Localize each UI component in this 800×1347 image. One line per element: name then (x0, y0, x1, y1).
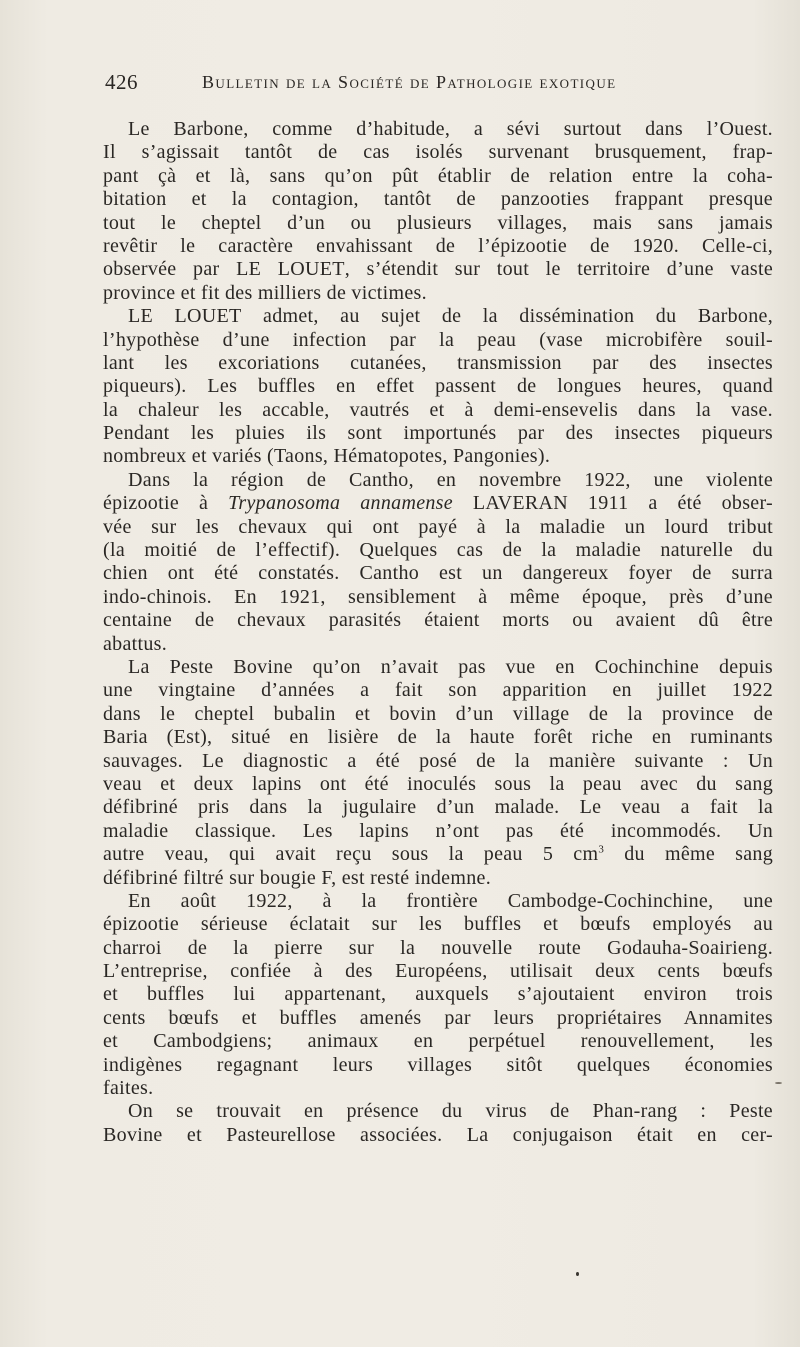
superscript: 3 (598, 843, 605, 856)
text-segment: autre veau, qui avait reçu sous la peau 5 cm (103, 843, 599, 866)
text-line: Pendant les pluies ils sont importunés par des insectes piqueurs (103, 422, 773, 445)
text-line: indo-chinois. En 1921, sensiblement à même époque, près d’une (103, 585, 773, 608)
text-line: bitation et la contagion, tantôt de panzooties frappant presque (103, 188, 773, 211)
text-line (103, 492, 773, 515)
text-line: et buffles lui appartenant, auxquels s’ajoutaient environ trois (103, 983, 773, 1006)
text-line: (la moitié de l’effectif). Quelques cas de la maladie naturelle du (103, 539, 773, 562)
text-line: piqueurs). Les buffles en effet passent de longues heures, quand (103, 375, 773, 398)
text-segment: admet, au sujet de la dissémination du Barbone, (241, 305, 773, 328)
text-line: chien ont été constatés. Cantho est un dangereux foyer de surra (103, 562, 773, 585)
author-name: LE LOUET (236, 258, 345, 281)
text-line: charroi de la pierre sur la nouvelle route Godauha-Soairieng. (103, 936, 773, 959)
text-segment: observée par (103, 258, 237, 281)
author-name: LE LOUET (128, 305, 242, 328)
text-line: indigènes regagnant leurs villages sitôt quelques économies (103, 1053, 773, 1076)
text-line: veau et deux lapins ont été inoculés sous la peau avec du sang (103, 772, 773, 795)
running-head: Bulletin de la Société de Pathologie exotique (202, 72, 617, 92)
text-line: pant çà et là, sans qu’on pût établir de relation entre la coha- (103, 164, 773, 187)
text-line: En août 1922, à la frontière Cambodge-Cochinchine, une (128, 889, 773, 912)
text-line: défibriné pris dans la jugulaire d’un malade. Le veau a fait la (103, 796, 773, 819)
text-line: faites. (103, 1077, 154, 1100)
text-line: vée sur les chevaux qui ont payé à la maladie un lourd tribut (103, 515, 773, 538)
page-header (105, 70, 665, 100)
text-line: Bovine et Pasteurellose associées. La conjugaison était en cer- (103, 1123, 773, 1146)
text-line: tout le cheptel d’un ou plusieurs villages, mais sans jamais (103, 211, 773, 234)
print-speck (576, 1272, 579, 1276)
text-line: cents bœufs et buffles amenés par leurs propriétaires Annamites (103, 1006, 773, 1029)
body-text (103, 118, 773, 1147)
text-line: l’hypothèse d’une infection par la peau (vase microbifère souil- (103, 328, 773, 351)
text-line (103, 843, 773, 866)
text-line: Baria (Est), situé en lisière de la haute forêt riche en ruminants (103, 726, 773, 749)
text-line: épizootie sérieuse éclatait sur les buffles et bœufs employés au (103, 913, 773, 936)
text-line (103, 258, 773, 281)
text-line: centaine de chevaux parasités étaient morts ou avaient dû être (103, 609, 773, 632)
page-number: 426 (105, 70, 138, 94)
text-line: la chaleur les accable, vautrés et à demi-ensevelis dans la vase. (103, 398, 773, 421)
text-line: défibriné filtré sur bougie F, est resté indemne. (103, 866, 491, 889)
text-line: revêtir le caractère envahissant de l’épizootie de 1920. Celle-ci, (103, 234, 773, 257)
text-line: et Cambodgiens; animaux en perpétuel renouvellement, les (103, 1030, 773, 1053)
text-line: Le Barbone, comme d’habitude, a sévi surtout dans l’Ouest. (128, 118, 773, 140)
text-line (103, 305, 773, 328)
species-name: Trypanosoma annamense (228, 492, 453, 515)
text-segment: , s’étendit sur tout le territoire d’une vaste (344, 258, 774, 281)
text-line: On se trouvait en présence du virus de Phan-rang : Peste (128, 1100, 773, 1123)
text-line: abattus. (103, 632, 168, 655)
text-segment: épizootie à (103, 492, 229, 515)
text-line: sauvages. Le diagnostic a été posé de la manière suivante : Un (103, 749, 773, 772)
text-line: L’entreprise, confiée à des Européens, utilisait deux cents bœufs (103, 960, 773, 983)
text-line: Dans la région de Cantho, en novembre 1922, une violente (128, 468, 773, 491)
print-speck (775, 1082, 782, 1084)
text-line: province et fit des milliers de victimes. (103, 281, 427, 304)
text-segment: du même sang (604, 843, 774, 866)
text-line: maladie classique. Les lapins n’ont pas été incommodés. Un (103, 819, 773, 842)
text-line: La Peste Bovine qu’on n’avait pas vue en Cochinchine depuis (128, 655, 773, 678)
text-segment: 1911 a été obser- (567, 492, 774, 515)
text-line: nombreux et variés (Taons, Hématopotes, Pangonies). (103, 445, 551, 468)
text-line: dans le cheptel bubalin et bovin d’un village de la province de (103, 702, 773, 725)
author-name: LAVERAN (452, 492, 568, 515)
text-line: une vingtaine d’années a fait son apparition en juillet 1922 (103, 679, 773, 702)
text-line: lant les excoriations cutanées, transmission par des insectes (103, 351, 773, 374)
text-line: Il s’agissait tantôt de cas isolés survenant brusquement, frap- (103, 141, 773, 164)
